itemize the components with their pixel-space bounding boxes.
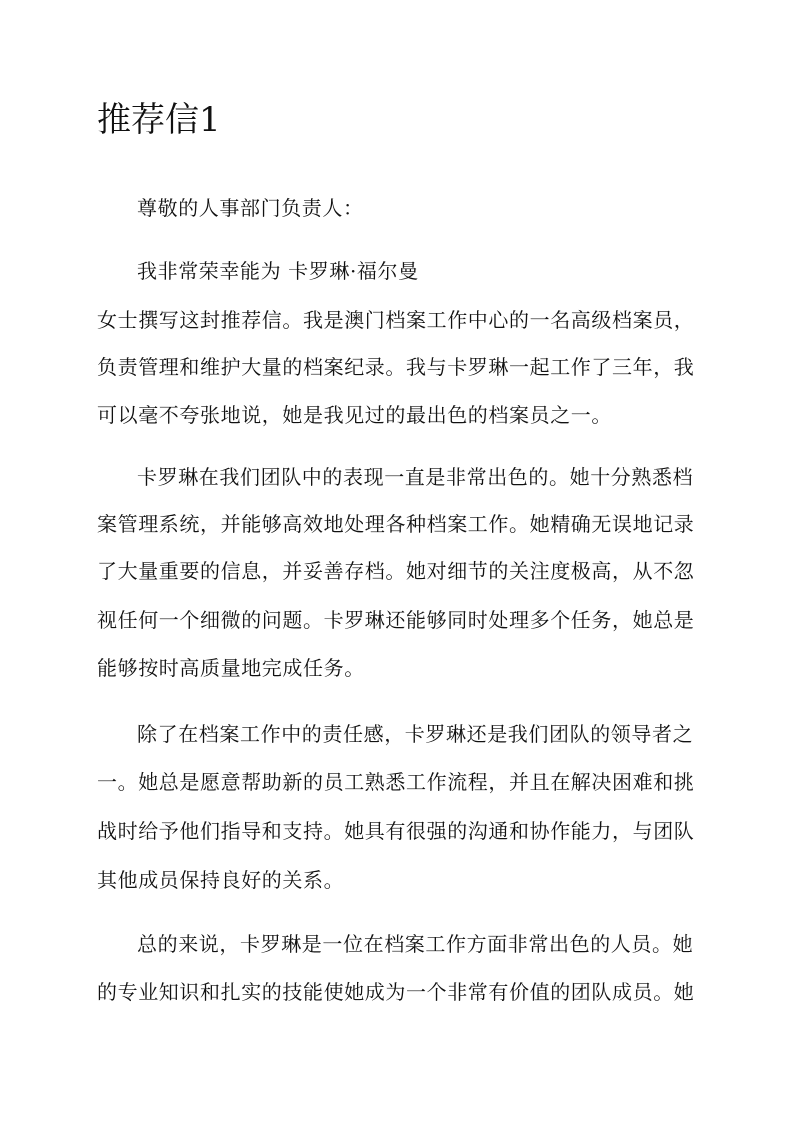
paragraph-2-line-5: 能够按时高质量地完成任务。 [97,656,365,680]
paragraph-2-line-4: 视任何一个细微的问题。卡罗琳还能够同时处理多个任务，她总是 [97,608,695,632]
paragraph-1-line-4: 可以毫不夸张地说，她是我见过的最出色的档案员之一。 [97,403,612,427]
paragraph-3-line-1: 除了在档案工作中的责任感，卡罗琳还是我们团队的领导者之 [137,722,694,746]
paragraph-4-line-1: 总的来说，卡罗琳是一位在档案工作方面非常出色的人员。她 [137,932,694,956]
paragraph-1-line-2: 女士撰写这封推荐信。我是澳门档案工作中心的一名高级档案员， [97,308,695,332]
paragraph-1-line-1: 我非常荣幸能为 卡罗琳·福尔曼 [137,259,419,283]
paragraph-2-line-3: 了大量重要的信息，并妥善存档。她对细节的关注度极高，从不忽 [97,559,695,583]
salutation: 尊敬的人事部门负责人： [137,196,364,220]
paragraph-3-line-4: 其他成员保持良好的关系。 [97,868,345,892]
paragraph-2-line-1: 卡罗琳在我们团队中的表现一直是非常出色的。她十分熟悉档 [137,465,694,489]
paragraph-4-line-2: 的专业知识和扎实的技能使她成为一个非常有价值的团队成员。她 [97,980,695,1004]
document-title: 推荐信1 [97,100,221,140]
paragraph-3-line-3: 战时给予他们指导和支持。她具有很强的沟通和协作能力，与团队 [97,819,695,843]
paragraph-1-line-3: 负责管理和维护大量的档案纪录。我与卡罗琳一起工作了三年，我 [97,355,695,379]
paragraph-2-line-2: 案管理系统，并能够高效地处理各种档案工作。她精确无误地记录 [97,512,695,536]
paragraph-3-line-2: 一。她总是愿意帮助新的员工熟悉工作流程，并且在解决困难和挑 [97,770,695,794]
